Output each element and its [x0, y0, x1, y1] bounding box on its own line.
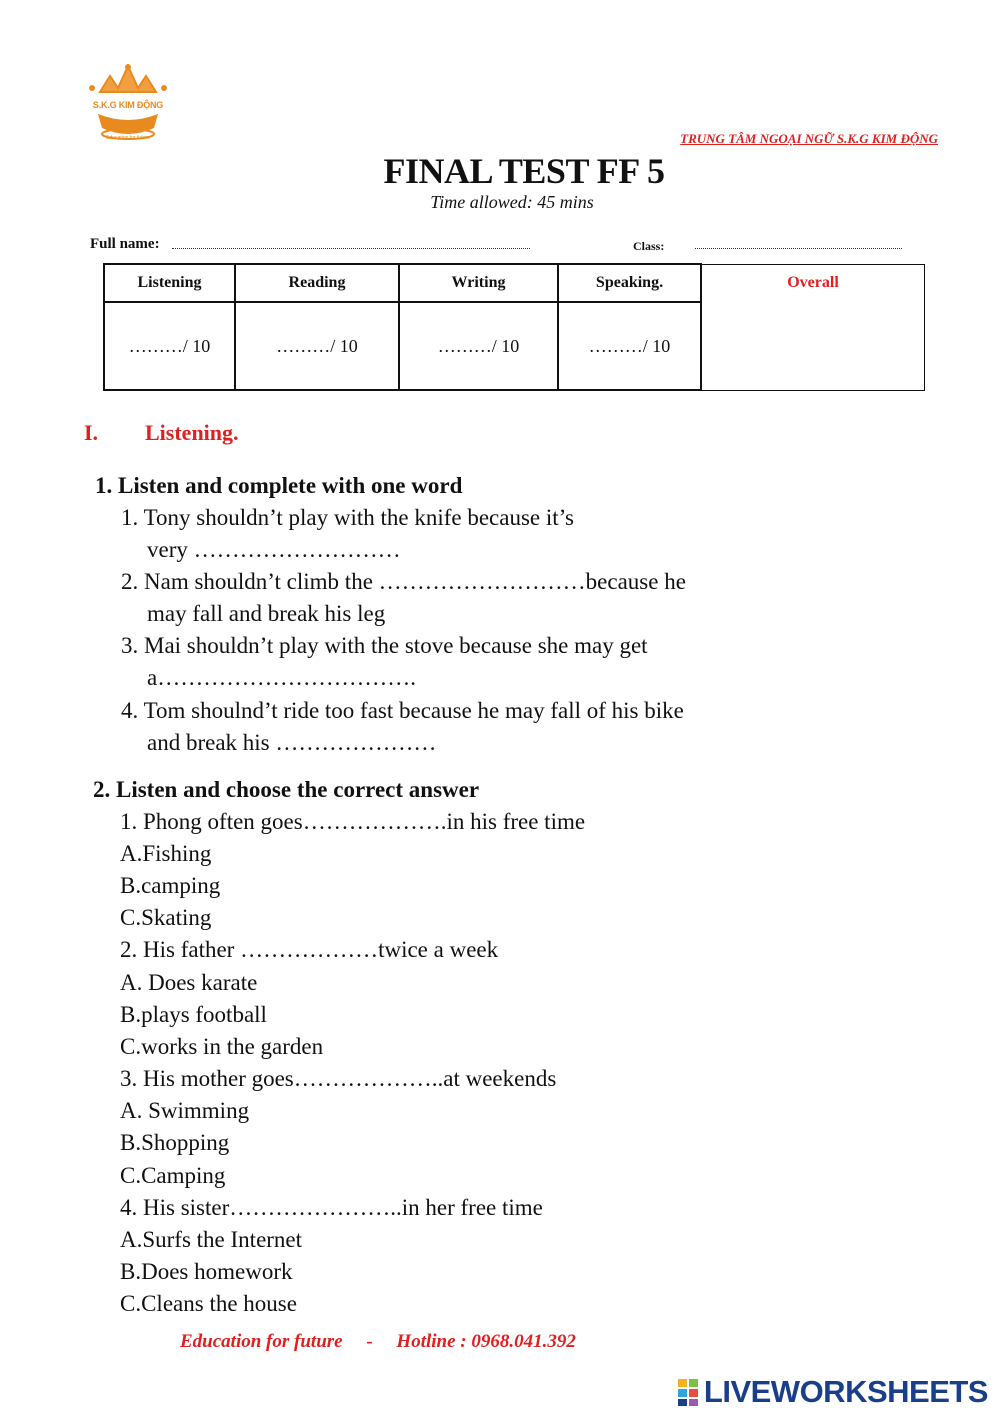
- liveworksheets-logo-icon: [678, 1377, 700, 1407]
- footer-separator: -: [366, 1331, 373, 1352]
- logo-name: S.K.G KIM ĐỘNG: [92, 100, 164, 110]
- section-heading: [84, 420, 239, 446]
- task-1-blank-line[interactable]: and break his …………………: [147, 730, 437, 755]
- answer-option[interactable]: A. Swimming: [120, 1098, 250, 1123]
- page-title: FINAL TEST FF 5: [383, 151, 665, 191]
- answer-option[interactable]: C.works in the garden: [120, 1034, 324, 1059]
- full-name-label: Full name:: [90, 236, 160, 252]
- class-input[interactable]: [695, 248, 902, 249]
- task-1-blank-line[interactable]: very ………………………: [147, 537, 401, 562]
- task-1-blank-line[interactable]: a…………………………….: [147, 665, 416, 690]
- task-1-blank-line[interactable]: 2. Nam shouldn’t climb the ………………………because he: [121, 569, 686, 594]
- answer-option[interactable]: B.Shopping: [120, 1130, 230, 1155]
- section-number: I.: [84, 420, 99, 445]
- task-1-line: 3. Mai shouldn’t play with the stove because she may get: [121, 633, 648, 658]
- footer-hotline: Hotline : 0968.041.392: [396, 1331, 576, 1352]
- full-name-input[interactable]: [172, 248, 530, 249]
- score-reading[interactable]: ………/ 10: [235, 302, 399, 390]
- header-listening: Listening: [104, 264, 235, 302]
- question: 3. His mother goes………………..at weekends: [120, 1066, 557, 1091]
- section-title: Listening.: [145, 420, 239, 445]
- task-1-line: 4. Tom shoulnd’t ride too fast because he may fall of his bike: [121, 698, 684, 723]
- footer-slogan: Education for future: [180, 1331, 343, 1352]
- liveworksheets-brand[interactable]: [678, 1374, 988, 1410]
- footer: [180, 1331, 576, 1353]
- answer-option[interactable]: A.Fishing: [120, 841, 212, 866]
- answer-option[interactable]: C.Camping: [120, 1163, 226, 1188]
- question: 4. His sister…………………..in her free time: [120, 1195, 543, 1220]
- answer-option[interactable]: A. Does karate: [120, 970, 258, 995]
- task-1-line: may fall and break his leg: [147, 601, 386, 626]
- score-speaking[interactable]: ………/ 10: [558, 302, 701, 390]
- center-name: TRUNG TÂM NGOẠI NGỮ S.K.G KIM ĐỘNG: [680, 131, 938, 146]
- answer-option[interactable]: A.Surfs the Internet: [120, 1227, 303, 1252]
- header-speaking: Speaking.: [558, 264, 701, 302]
- answer-option[interactable]: C.Cleans the house: [120, 1291, 297, 1316]
- brand-name: LIVEWORKSHEETS: [703, 1374, 988, 1409]
- header-overall: Overall: [701, 264, 925, 390]
- logo-tagline: Education for future: [106, 135, 150, 141]
- question: 1. Phong often goes……………….in his free time: [120, 809, 586, 834]
- question: 2. His father ………………twice a week: [120, 937, 499, 962]
- answer-option[interactable]: C.Skating: [120, 905, 212, 930]
- header-reading: Reading: [235, 264, 399, 302]
- answer-option[interactable]: B.plays football: [120, 1002, 267, 1027]
- score-writing[interactable]: ………/ 10: [399, 302, 558, 390]
- class-label: Class:: [633, 239, 665, 253]
- logo: [82, 62, 174, 144]
- time-allowed: Time allowed: 45 mins: [430, 192, 594, 212]
- score-table: [103, 263, 925, 391]
- answer-option[interactable]: B.Does homework: [120, 1259, 293, 1284]
- task-1-title: 1. Listen and complete with one word: [95, 473, 463, 498]
- header-writing: Writing: [399, 264, 558, 302]
- task-2-title: 2. Listen and choose the correct answer: [93, 777, 480, 802]
- task-1-line: 1. Tony shouldn’t play with the knife because it’s: [121, 505, 575, 530]
- score-listening[interactable]: ………/ 10: [104, 302, 235, 390]
- answer-option[interactable]: B.camping: [120, 873, 221, 898]
